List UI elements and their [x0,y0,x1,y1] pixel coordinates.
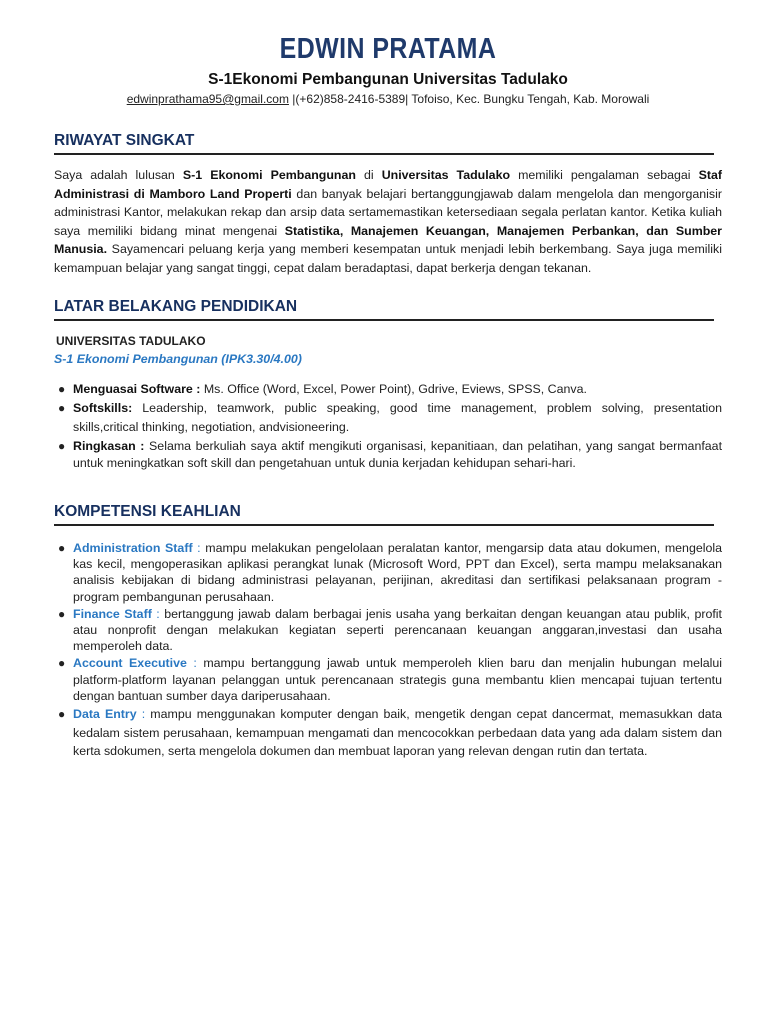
section-divider [54,153,714,155]
role-title: Data Entry [73,707,137,722]
skills-list [54,540,722,761]
role-separator: : [136,707,151,722]
role-description: mampu bertanggung jawab untuk memperoleh klien baru dan menjalin hubungan melalui platform-platform layanan pelanggan untuk perencanaan strategis guna membantu klien mencapai tujuan tertentu dengan bantuan sumber daya dariperusahaan. [73,656,723,703]
item-label: Softskills: [73,401,133,415]
contact-details: |(+62)858-2416-5389| Tofoiso, Kec. Bungku Tengah, Kab. Morowali [288,92,650,106]
role-description: mampu melakukan pengelolaan peralatan kantor, mengarsip data atau dokumen, mengelola kas kecil, mengoperasikan aplikasi perangkat lunak (Microsoft Word, PPT dan Excel), serta mampu melaksanakan analisis kebijakan di bidang administrasi pelayanan, perijinan, akreditasi dan sertifikasi pelaksanaan program - program pembangunan perusahaan. [73,541,723,604]
bullet-icon: ● [58,439,66,453]
item-label: Ringkasan : [73,439,145,453]
summary-section [54,131,722,277]
candidate-name: EDWIN PRATAMA [279,33,497,65]
bullet-icon: ● [58,382,66,396]
summary-bold: Statistika, Manajemen Keuangan, Manajemen Perbankan, dan Sumber Manusia. [54,223,722,256]
role-title: Finance Staff [73,606,152,621]
item-text: Ms. Office (Word, Excel, Power Point), Gdrive, Eviews, SPSS, Canva. [200,382,587,396]
education-list [54,381,722,472]
bullet-icon: ● [58,541,66,555]
summary-text: Saya adalah lulusan [54,168,183,182]
list-item [54,381,722,398]
summary-text: dan banyak belajari bertanggungjawab dalam mengelola dan mengorganisir administrasi Kantor, melakukan rekap dan arsip data sertamemastikan ketersediaan segala perlatan kantor. Ketika kuliah saya memiliki bidang minat mengenai [54,186,722,238]
education-section [54,297,722,472]
role-separator: : [151,606,165,621]
role-description: mampu menggunakan komputer dengan baik, mengetik dengan cepat dancermat, memasukkan data kedalam sistem perusahaan, kemampuan mengamati dan mencocokkan perbedaan data yang ada dalam sistem dan kerta sdokumen, serta mengelola dokumen dan membuat laporan yang relevan dengan rutin dan tertata. [73,707,722,759]
degree-headline: S-1Ekonomi Pembangunan Universitas Tadulako [208,71,568,88]
summary-paragraph [54,166,722,277]
contact-line [54,91,722,107]
bullet-icon: ● [58,401,66,415]
role-separator: : [192,541,206,555]
school-degree: S-1 Ekonomi Pembangunan (IPK3.30/4.00) [54,352,302,366]
bullet-icon: ● [58,606,66,621]
list-item [54,438,722,472]
skills-section [54,502,722,761]
summary-text: Sayamencari peluang kerja yang memberi kesempatan untuk menjadi lebih berkembang. Saya juga memiliki kemampuan belajar yang sangat tinggi, cepat dalam beradaptasi, dapat berkerja dengan tekanan. [54,242,722,275]
role-separator: : [186,656,204,671]
list-item [54,705,722,761]
role-description: bertanggung jawab dalam berbagai jenis usaha yang berkaitan dengan keuangan atau publik, profit atau nonprofit dengan melakukan kegiatan seperti perencanaan keuangan anggaran,investasi dan usaha memperoleh data. [73,606,723,654]
item-label: Menguasai Software : [73,382,201,396]
summary-bold: Universitas Tadulako [381,168,511,182]
email-link[interactable]: edwinprathama95@gmail.com [126,92,289,106]
school-name: UNIVERSITAS TADULAKO [56,334,206,348]
education-heading: LATAR BELAKANG PENDIDIKAN [54,298,298,315]
summary-bold: Staf Administrasi di Mamboro Land Properti [54,168,723,201]
bullet-icon: ● [58,707,66,722]
role-title: Administration Staff [73,541,193,555]
role-title: Account Executive [73,656,187,671]
section-divider [54,319,714,321]
list-item [54,399,722,436]
summary-text: memiliki pengalaman sebagai [510,168,699,182]
item-text: Selama berkuliah saya aktif mengikuti organisasi, kepanitiaan, dan pelatihan, yang sangat bermanfaat untuk meningkatkan soft skill dan pengetahuan untuk dunia kerjadan kehidupan sehari-hari. [73,439,723,470]
item-text: Leadership, teamwork, public speaking, good time management, problem solving, presentation skills,critical thinking, negotiation, andvisioneering. [73,401,722,434]
summary-text: di [355,168,382,182]
resume-page [54,30,722,762]
list-item [54,540,722,605]
summary-heading: RIWAYAT SINGKAT [54,132,195,149]
bullet-icon: ● [58,656,66,671]
summary-bold: S-1 Ekonomi Pembangunan [182,168,356,182]
list-item [54,606,722,655]
skills-heading: KOMPETENSI KEAHLIAN [54,503,241,520]
section-divider [54,524,714,526]
list-item [54,655,722,704]
